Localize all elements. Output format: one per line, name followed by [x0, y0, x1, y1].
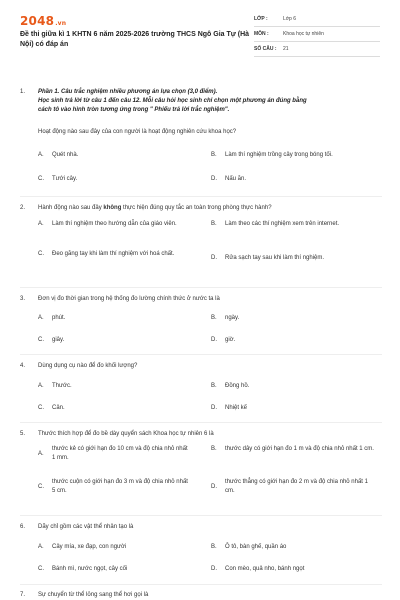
question-text: Dãy chỉ gồm các vật thể nhân tạo là [38, 524, 134, 530]
meta-key: LỚP : [254, 16, 268, 22]
option-c[interactable] [38, 336, 194, 345]
option-letter: C. [38, 176, 44, 182]
site-logo[interactable] [20, 14, 66, 28]
option-d[interactable] [211, 404, 367, 413]
option-c[interactable] [38, 250, 192, 259]
option-letter: A. [38, 152, 44, 158]
question-text: Thước thích hợp để đo bề dày quyển sách Khoa học tự nhiên 6 là [38, 431, 214, 437]
option-text: thước dây có giới hạn đo 1 m và độ chia nhỏ nhất 1 cm. [225, 446, 374, 452]
option-text: Làm thí nghiệm theo hướng dẫn của giáo viên. [52, 221, 177, 227]
option-letter: B. [211, 383, 217, 389]
meta-key: MÔN : [254, 31, 269, 37]
option-a[interactable] [38, 314, 194, 323]
logo-suffix: .vn [55, 20, 67, 27]
option-letter: B. [211, 315, 217, 321]
option-text: ngày. [225, 315, 240, 321]
option-letter: B. [211, 221, 217, 227]
option-letter: C. [38, 566, 44, 572]
question-text-emphasis: không [103, 205, 122, 211]
option-letter: D. [211, 483, 217, 490]
option-b[interactable] [211, 543, 367, 552]
divider [20, 515, 382, 516]
divider [20, 584, 382, 585]
option-d[interactable] [211, 254, 385, 263]
option-text: thước kẻ có giới hạn đo 10 cm và độ chia nhỏ nhất 1 mm. [52, 446, 188, 461]
meta-value: Khoa học tự nhiên [283, 31, 324, 37]
option-letter: B. [211, 152, 217, 158]
question-text: Hoạt động nào sau đây của con người là hoạt động nghiên cứu khoa học? [38, 129, 237, 135]
meta-table [254, 12, 380, 57]
meta-value: 21 [283, 46, 289, 52]
option-letter: A. [38, 315, 44, 321]
section-instruction-line: Học sinh trả lời từ câu 1 đến câu 12. Mỗi câu hỏi học sinh chỉ chọn một phương án đúng bằng [38, 98, 307, 104]
divider [20, 196, 382, 197]
option-text: Đeo găng tay khi làm thí nghiệm với hoá chất. [52, 251, 175, 257]
question-text [38, 204, 378, 213]
option-letter: A. [38, 450, 44, 457]
section-instruction-line: cách tô vào hình tròn tương ứng trong " Phiếu trả lời trắc nghiệm". [38, 107, 230, 113]
option-a[interactable] [38, 445, 192, 463]
section-intro [38, 88, 378, 115]
option-c[interactable] [38, 404, 194, 413]
option-letter: C. [38, 251, 44, 257]
option-text: Làm thí nghiệm trồng cây trong bóng tối. [225, 152, 333, 158]
option-text: giây. [52, 337, 65, 343]
option-letter: B. [211, 446, 217, 452]
question-text: Dùng dụng cụ nào để đo khối lượng? [38, 363, 138, 369]
question-text: Đơn vị đo thời gian trong hệ thống đo lường chính thức ở nước ta là [38, 296, 220, 302]
option-text: Ô tô, bàn ghế, quần áo [225, 544, 287, 550]
divider [20, 354, 382, 355]
option-letter: B. [211, 544, 217, 550]
option-a[interactable] [38, 382, 194, 391]
option-b[interactable] [211, 220, 355, 229]
option-letter: A. [38, 221, 44, 227]
question-text-part: thực hiện đúng quy tắc an toàn trong phòng thực hành? [121, 205, 272, 211]
option-letter: D. [211, 405, 217, 411]
option-d[interactable] [211, 478, 375, 496]
option-letter: A. [38, 544, 44, 550]
option-text: phút. [52, 315, 66, 321]
option-b[interactable] [211, 382, 367, 391]
option-text: Đồng hồ. [225, 383, 250, 389]
meta-row-count [254, 42, 380, 57]
option-b[interactable] [211, 445, 375, 454]
option-text: Nhiệt kế [225, 405, 248, 411]
option-d[interactable] [211, 175, 367, 184]
question-number: 4. [20, 363, 26, 369]
option-d[interactable] [211, 336, 367, 345]
question-text: Sự chuyển từ thể lỏng sang thể hơi gọi là [38, 592, 149, 598]
option-text: Tưới cây. [52, 176, 78, 182]
option-b[interactable] [211, 314, 367, 323]
logo-text: 2048 [20, 14, 55, 28]
divider [20, 287, 382, 288]
option-letter: D. [211, 566, 217, 572]
option-text: Thước. [52, 383, 72, 389]
option-text: Nấu ăn. [225, 176, 247, 182]
question-number: 1. [20, 89, 26, 95]
option-c[interactable] [38, 175, 194, 184]
question-number: 2. [20, 205, 26, 211]
option-b[interactable] [211, 151, 385, 160]
option-text: Bánh mì, nước ngọt, cây cối [52, 566, 128, 572]
option-letter: C. [38, 337, 44, 343]
option-letter: A. [38, 383, 44, 389]
meta-row-class [254, 12, 380, 27]
option-text: Làm theo các thí nghiệm xem trên internet. [225, 221, 340, 227]
option-a[interactable] [38, 151, 194, 160]
option-letter: D. [211, 337, 217, 343]
option-letter: D. [211, 255, 217, 261]
page-header [0, 0, 400, 72]
option-text: Cân. [52, 405, 65, 411]
option-a[interactable] [38, 220, 192, 229]
option-text: Con mèo, quả nho, bánh ngọt [225, 566, 305, 572]
option-c[interactable] [38, 478, 192, 496]
document-title: Đề thi giữa kì 1 KHTN 6 năm 2025-2026 trường THCS Ngô Gia Tự (Hà Nội) có đáp án [20, 31, 250, 48]
question-text-part: Hành động nào sau đây [38, 205, 104, 211]
section-heading: Phần 1. Câu trắc nghiệm nhiều phương án lựa chọn (3,0 điểm). [38, 89, 218, 95]
option-letter: D. [211, 176, 217, 182]
meta-row-subject [254, 27, 380, 42]
meta-key: SỐ CÂU : [254, 46, 277, 52]
option-text: Rửa sạch tay sau khi làm thí nghiệm. [225, 255, 325, 261]
question-number: 6. [20, 524, 26, 530]
option-a[interactable] [38, 543, 194, 552]
option-text: Cây mía, xe đạp, con người [52, 544, 127, 550]
option-letter: C. [38, 405, 44, 411]
option-text: Quét nhà. [52, 152, 79, 158]
meta-value: Lớp 6 [283, 16, 297, 22]
option-text: thước thẳng có giới hạn đo 2 m và độ chia nhỏ nhất 1 cm. [225, 479, 368, 494]
option-c[interactable] [38, 565, 194, 574]
option-letter: C. [38, 483, 44, 490]
question-number: 3. [20, 296, 26, 302]
option-text: thước cuộn có giới hạn đo 3 m và độ chia nhỏ nhất 5 cm. [52, 479, 188, 494]
divider [20, 422, 382, 423]
option-text: giờ. [225, 337, 236, 343]
question-number: 7. [20, 592, 26, 598]
option-d[interactable] [211, 565, 367, 574]
question-number: 5. [20, 431, 26, 437]
